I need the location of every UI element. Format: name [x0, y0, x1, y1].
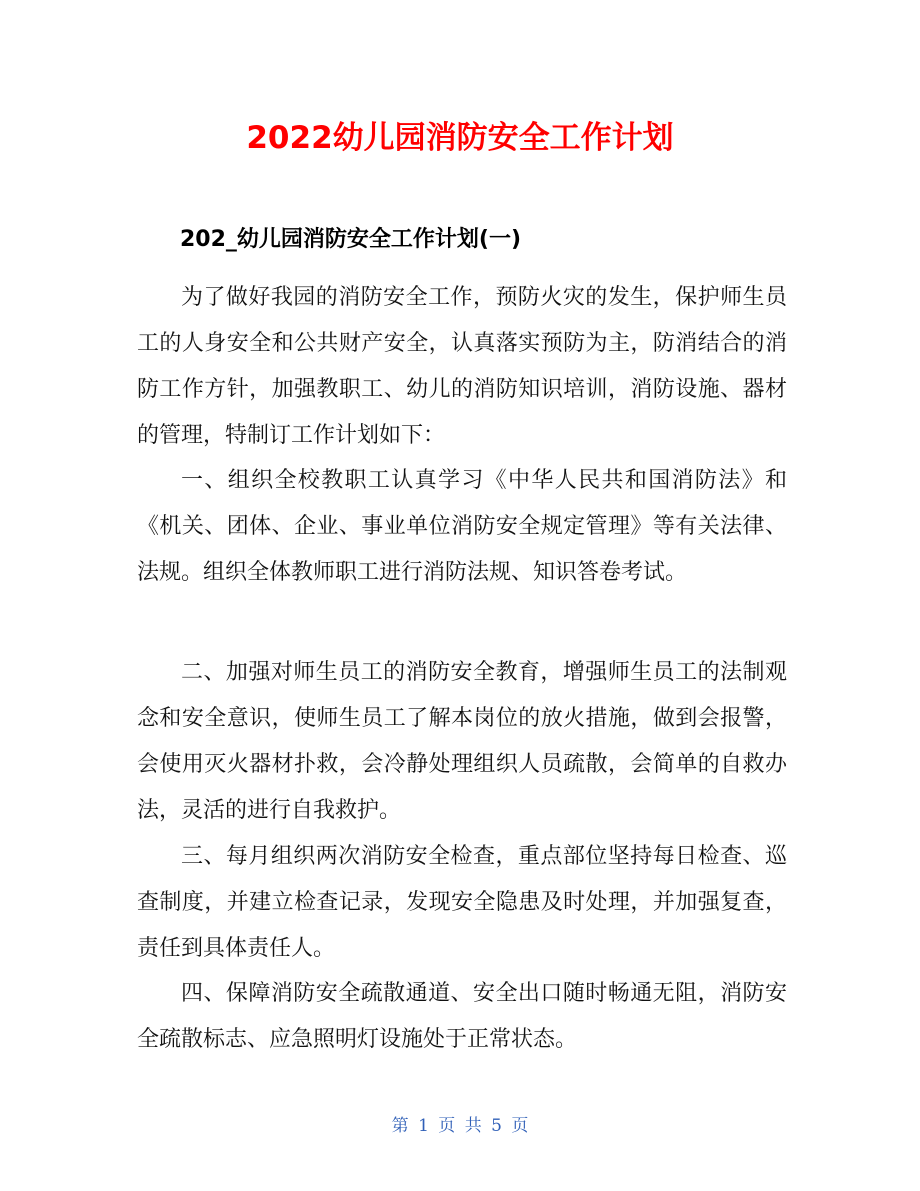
section-heading: 202_幼儿园消防安全工作计划(一)	[180, 227, 522, 252]
paragraph-item-2: 二、加强对师生员工的消防安全教育，增强师生员工的法制观念和安全意识，使师生员工了解本岗位的放火措施，做到会报警，会使用灭火器材扑救，会冷静处理组织人员疏散，会简单的自救办法，灵活的进行自我救护。	[137, 660, 787, 823]
paragraph-item-1: 一、组织全校教职工认真学习《中华人民共和国消防法》和《机关、团体、企业、事业单位消防安全规定管理》等有关法律、法规。组织全体教师职工进行消防法规、知识答卷考试。	[137, 468, 787, 585]
page-footer	[0, 1114, 920, 1138]
paragraph-intro: 为了做好我园的消防安全工作，预防火灾的发生，保护师生员工的人身安全和公共财产安全，认真落实预防为主，防消结合的消防工作方针，加强教职工、幼儿的消防知识培训，消防设施、器材的管理，特制订工作计划如下：	[137, 285, 787, 448]
footer-page-unit: 页	[438, 1116, 456, 1136]
footer-total-pages: 5	[491, 1116, 502, 1136]
footer-total-label: 共	[464, 1116, 482, 1136]
footer-current-page: 1	[418, 1116, 429, 1136]
footer-page-label: 第	[391, 1116, 409, 1136]
footer-total-unit: 页	[511, 1116, 529, 1136]
paragraph-item-3: 三、每月组织两次消防安全检查，重点部位坚持每日检查、巡查制度，并建立检查记录，发现安全隐患及时处理，并加强复查，责任到具体责任人。	[137, 844, 787, 961]
document-title: 2022幼儿园消防安全工作计划	[246, 120, 674, 156]
paragraph-item-4: 四、保障消防安全疏散通道、安全出口随时畅通无阻，消防安全疏散标志、应急照明灯设施处于正常状态。	[137, 981, 787, 1052]
